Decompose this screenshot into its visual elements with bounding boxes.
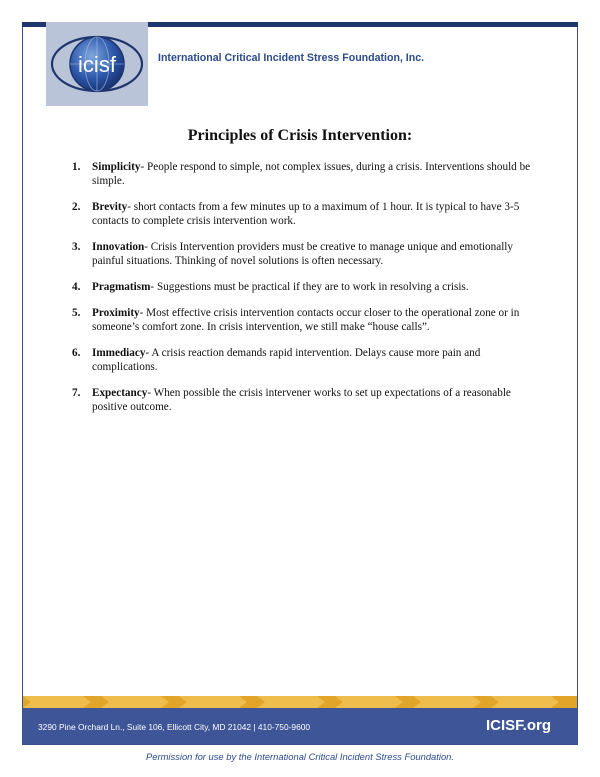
list-item <box>72 386 544 414</box>
logo-tab <box>46 22 148 106</box>
org-name: International Critical Incident Stress Foundation, Inc. <box>158 52 425 64</box>
item-text: - Most effective crisis intervention contacts occur closer to the operational zone or in someone’s comfort zone. In crisis intervention, we still make “house calls”. <box>92 307 520 333</box>
item-text: - People respond to simple, not complex issues, during a crisis. Interventions should be simple. <box>92 161 531 187</box>
item-text: - When possible the crisis intervener works to set up expectations of a reasonable positive outcome. <box>92 387 511 413</box>
logo-text: icisf <box>78 52 116 77</box>
item-number: 1. <box>72 161 81 173</box>
footer-chevron-strip <box>23 696 577 708</box>
footer-website-link[interactable]: ICISF.org <box>486 717 552 734</box>
item-text: - short contacts from a few minutes up to a maximum of 1 hour. It is typical to have 3-5 contacts to complete crisis intervention work. <box>92 201 520 227</box>
icisf-logo-icon <box>46 22 148 106</box>
item-term: Brevity <box>92 201 128 213</box>
item-term: Proximity <box>92 307 140 319</box>
item-text: - Crisis Intervention providers must be creative to manage unique and emotionally painful situations. Thinking of novel solutions is often necessary. <box>92 241 514 267</box>
item-number: 3. <box>72 241 81 253</box>
list-item <box>72 306 544 334</box>
list-item <box>72 346 544 374</box>
list-item <box>72 200 544 228</box>
permission-note: Permission for use by the International Critical Incident Stress Foundation. <box>146 751 454 762</box>
item-text: - A crisis reaction demands rapid intervention. Delays cause more pain and complications. <box>92 347 481 373</box>
item-number: 2. <box>72 201 81 213</box>
item-number: 6. <box>72 347 81 359</box>
list-item <box>72 240 544 268</box>
item-term: Immediacy <box>92 347 146 359</box>
item-term: Pragmatism <box>92 281 151 293</box>
chevron-pattern-icon <box>23 696 577 708</box>
principles-list <box>72 160 544 426</box>
item-number: 7. <box>72 387 81 399</box>
list-item <box>72 280 544 294</box>
item-term: Innovation <box>92 241 145 253</box>
list-item <box>72 160 544 188</box>
footer-address: 3290 Pine Orchard Ln., Suite 106, Ellicott City, MD 21042 | 410-750-9600 <box>38 722 311 732</box>
page-title: Principles of Crisis Intervention: <box>187 127 413 144</box>
item-number: 4. <box>72 281 81 293</box>
item-number: 5. <box>72 307 81 319</box>
item-text: - Suggestions must be practical if they are to work in resolving a crisis. <box>150 281 469 293</box>
item-term: Simplicity <box>92 161 141 173</box>
item-term: Expectancy <box>92 387 148 399</box>
